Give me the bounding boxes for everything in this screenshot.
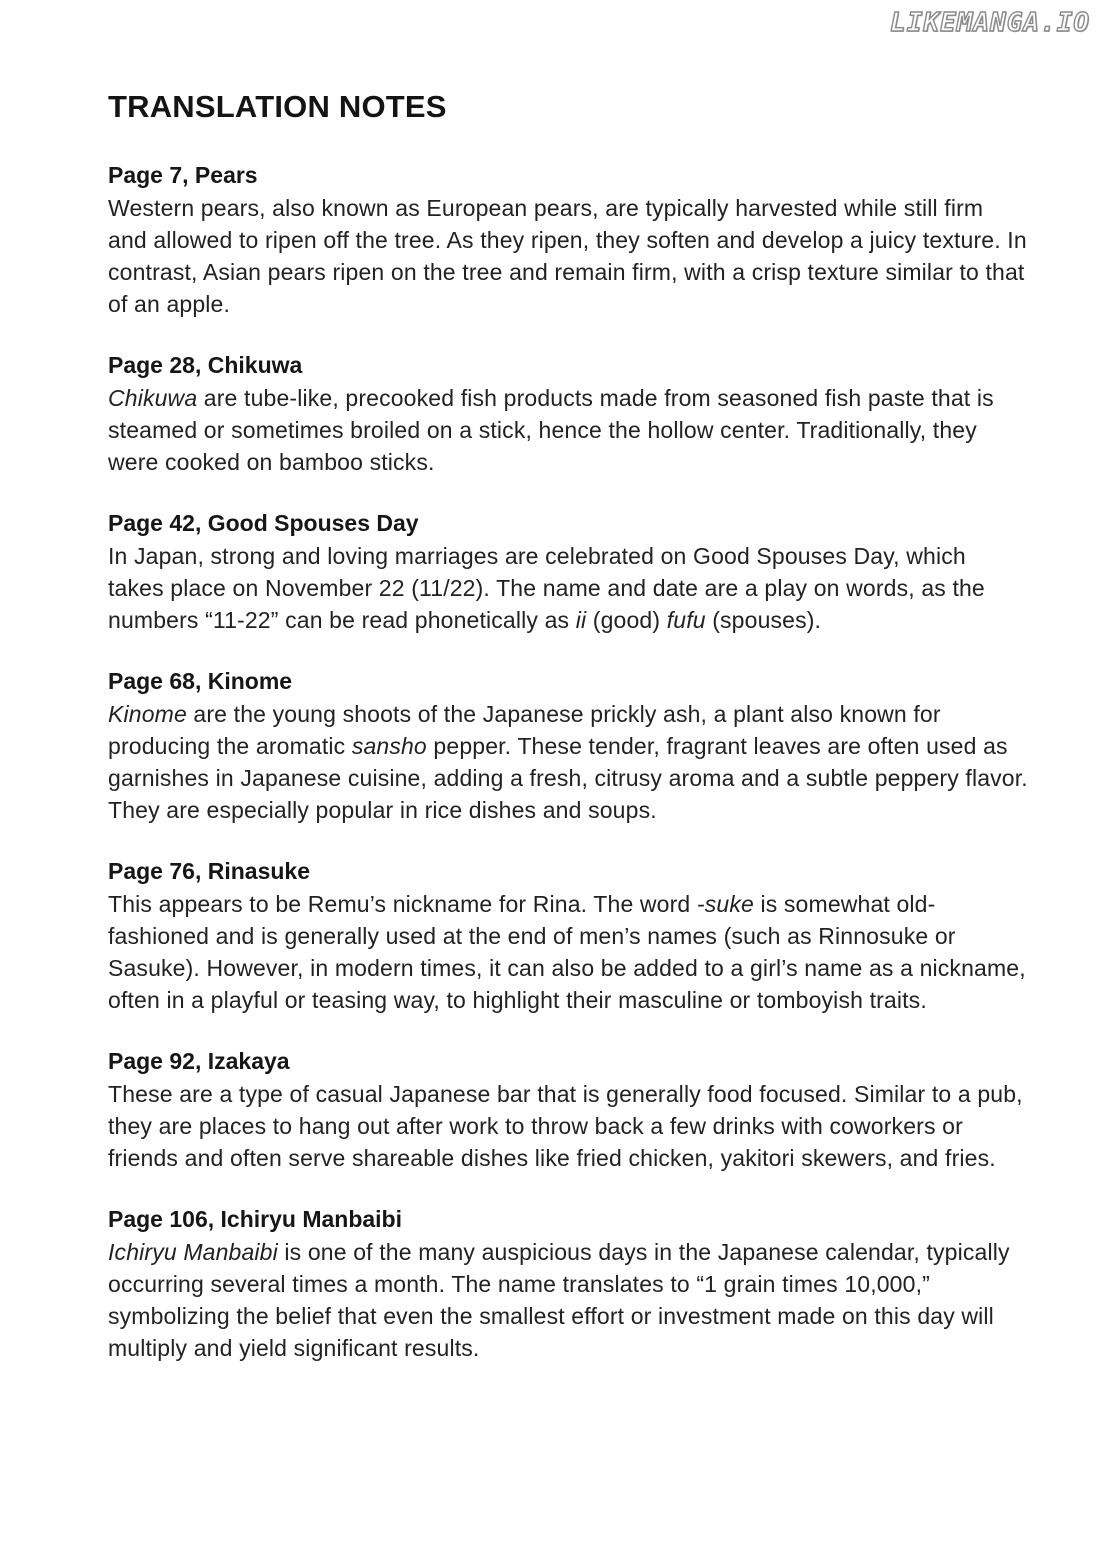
note-text: This appears to be Remu’s nickname for Rina. The word — [108, 891, 697, 917]
page-title: TRANSLATION NOTES — [108, 89, 447, 124]
italic-term: sansho — [351, 733, 427, 759]
notes-list — [108, 160, 1028, 1364]
note-text: is one of the many auspicious days in the Japanese calendar, typically occurring several times a month. The name translates to “1 grain times 10,000,” symbolizing the belief that even the smallest effort or investment made on this day will multiply and yield significant results. — [108, 1239, 1010, 1361]
note-text: (good) — [586, 607, 667, 633]
note-text: (spouses). — [705, 607, 822, 633]
translation-notes-page — [108, 88, 1028, 1394]
italic-term: -suke — [696, 891, 754, 917]
note-text: Western pears, also known as European pears, are typically harvested while still firm and allowed to ripen off the tree. As they ripen, they soften and develop a juicy texture. In contrast, Asian pears ripen on the tree and remain firm, with a crisp texture similar to that of an apple. — [108, 195, 1027, 317]
note-heading: Page 76, Rinasuke — [108, 858, 310, 884]
note-heading: Page 42, Good Spouses Day — [108, 510, 419, 536]
note-heading: Page 92, Izakaya — [108, 1048, 290, 1074]
note-body — [108, 888, 1028, 1016]
italic-term: fufu — [666, 607, 706, 633]
italic-term: Ichiryu Manbaibi — [108, 1239, 278, 1265]
note-entry — [108, 160, 1028, 320]
note-heading: Page 7, Pears — [108, 162, 258, 188]
italic-term: Kinome — [108, 701, 187, 727]
note-text: In Japan, strong and loving marriages are celebrated on Good Spouses Day, which takes place on November 22 (11/22). The name and date are a play on words, as the numbers “11-22” can be read phonetically as — [108, 543, 985, 633]
note-text: pepper. These tender, fragrant leaves are often used as garnishes in Japanese cuisine, adding a fresh, citrusy aroma and a subtle peppery flavor. They are especially popular in rice dishes and soups. — [108, 733, 1028, 823]
note-text: are the young shoots of the Japanese prickly ash, a plant also known for producing the aromatic — [108, 701, 941, 759]
note-heading: Page 68, Kinome — [108, 668, 293, 694]
note-entry — [108, 508, 1028, 636]
note-text: These are a type of casual Japanese bar that is generally food focused. Similar to a pub, they are places to hang out after work to throw back a few drinks with coworkers or friends and often serve shareable dishes like fried chicken, yakitori skewers, and fries. — [108, 1081, 1023, 1171]
note-body — [108, 382, 1028, 478]
note-entry — [108, 1046, 1028, 1174]
note-text: is somewhat old-fashioned and is generally used at the end of men’s names (such as Rinnosuke or Sasuke). However, in modern times, it can also be added to a girl’s name as a nickname, often in a playful or teasing way, to highlight their masculine or tomboyish traits. — [108, 891, 1026, 1013]
note-entry — [108, 856, 1028, 1016]
note-heading: Page 28, Chikuwa — [108, 352, 303, 378]
note-entry — [108, 350, 1028, 478]
note-body — [108, 1236, 1028, 1364]
note-body — [108, 1078, 1028, 1174]
note-entry — [108, 1204, 1028, 1364]
note-text: are tube-like, precooked fish products made from seasoned fish paste that is steamed or sometimes broiled on a stick, hence the hollow center. Traditionally, they were cooked on bamboo sticks. — [108, 385, 994, 475]
note-body — [108, 698, 1028, 826]
note-body — [108, 540, 1028, 636]
italic-term: Chikuwa — [108, 385, 198, 411]
italic-term: ii — [575, 607, 587, 633]
note-body — [108, 192, 1028, 320]
note-heading: Page 106, Ichiryu Manbaibi — [108, 1206, 402, 1232]
site-watermark: LIKEMANGA.IO — [890, 8, 1090, 38]
note-entry — [108, 666, 1028, 826]
